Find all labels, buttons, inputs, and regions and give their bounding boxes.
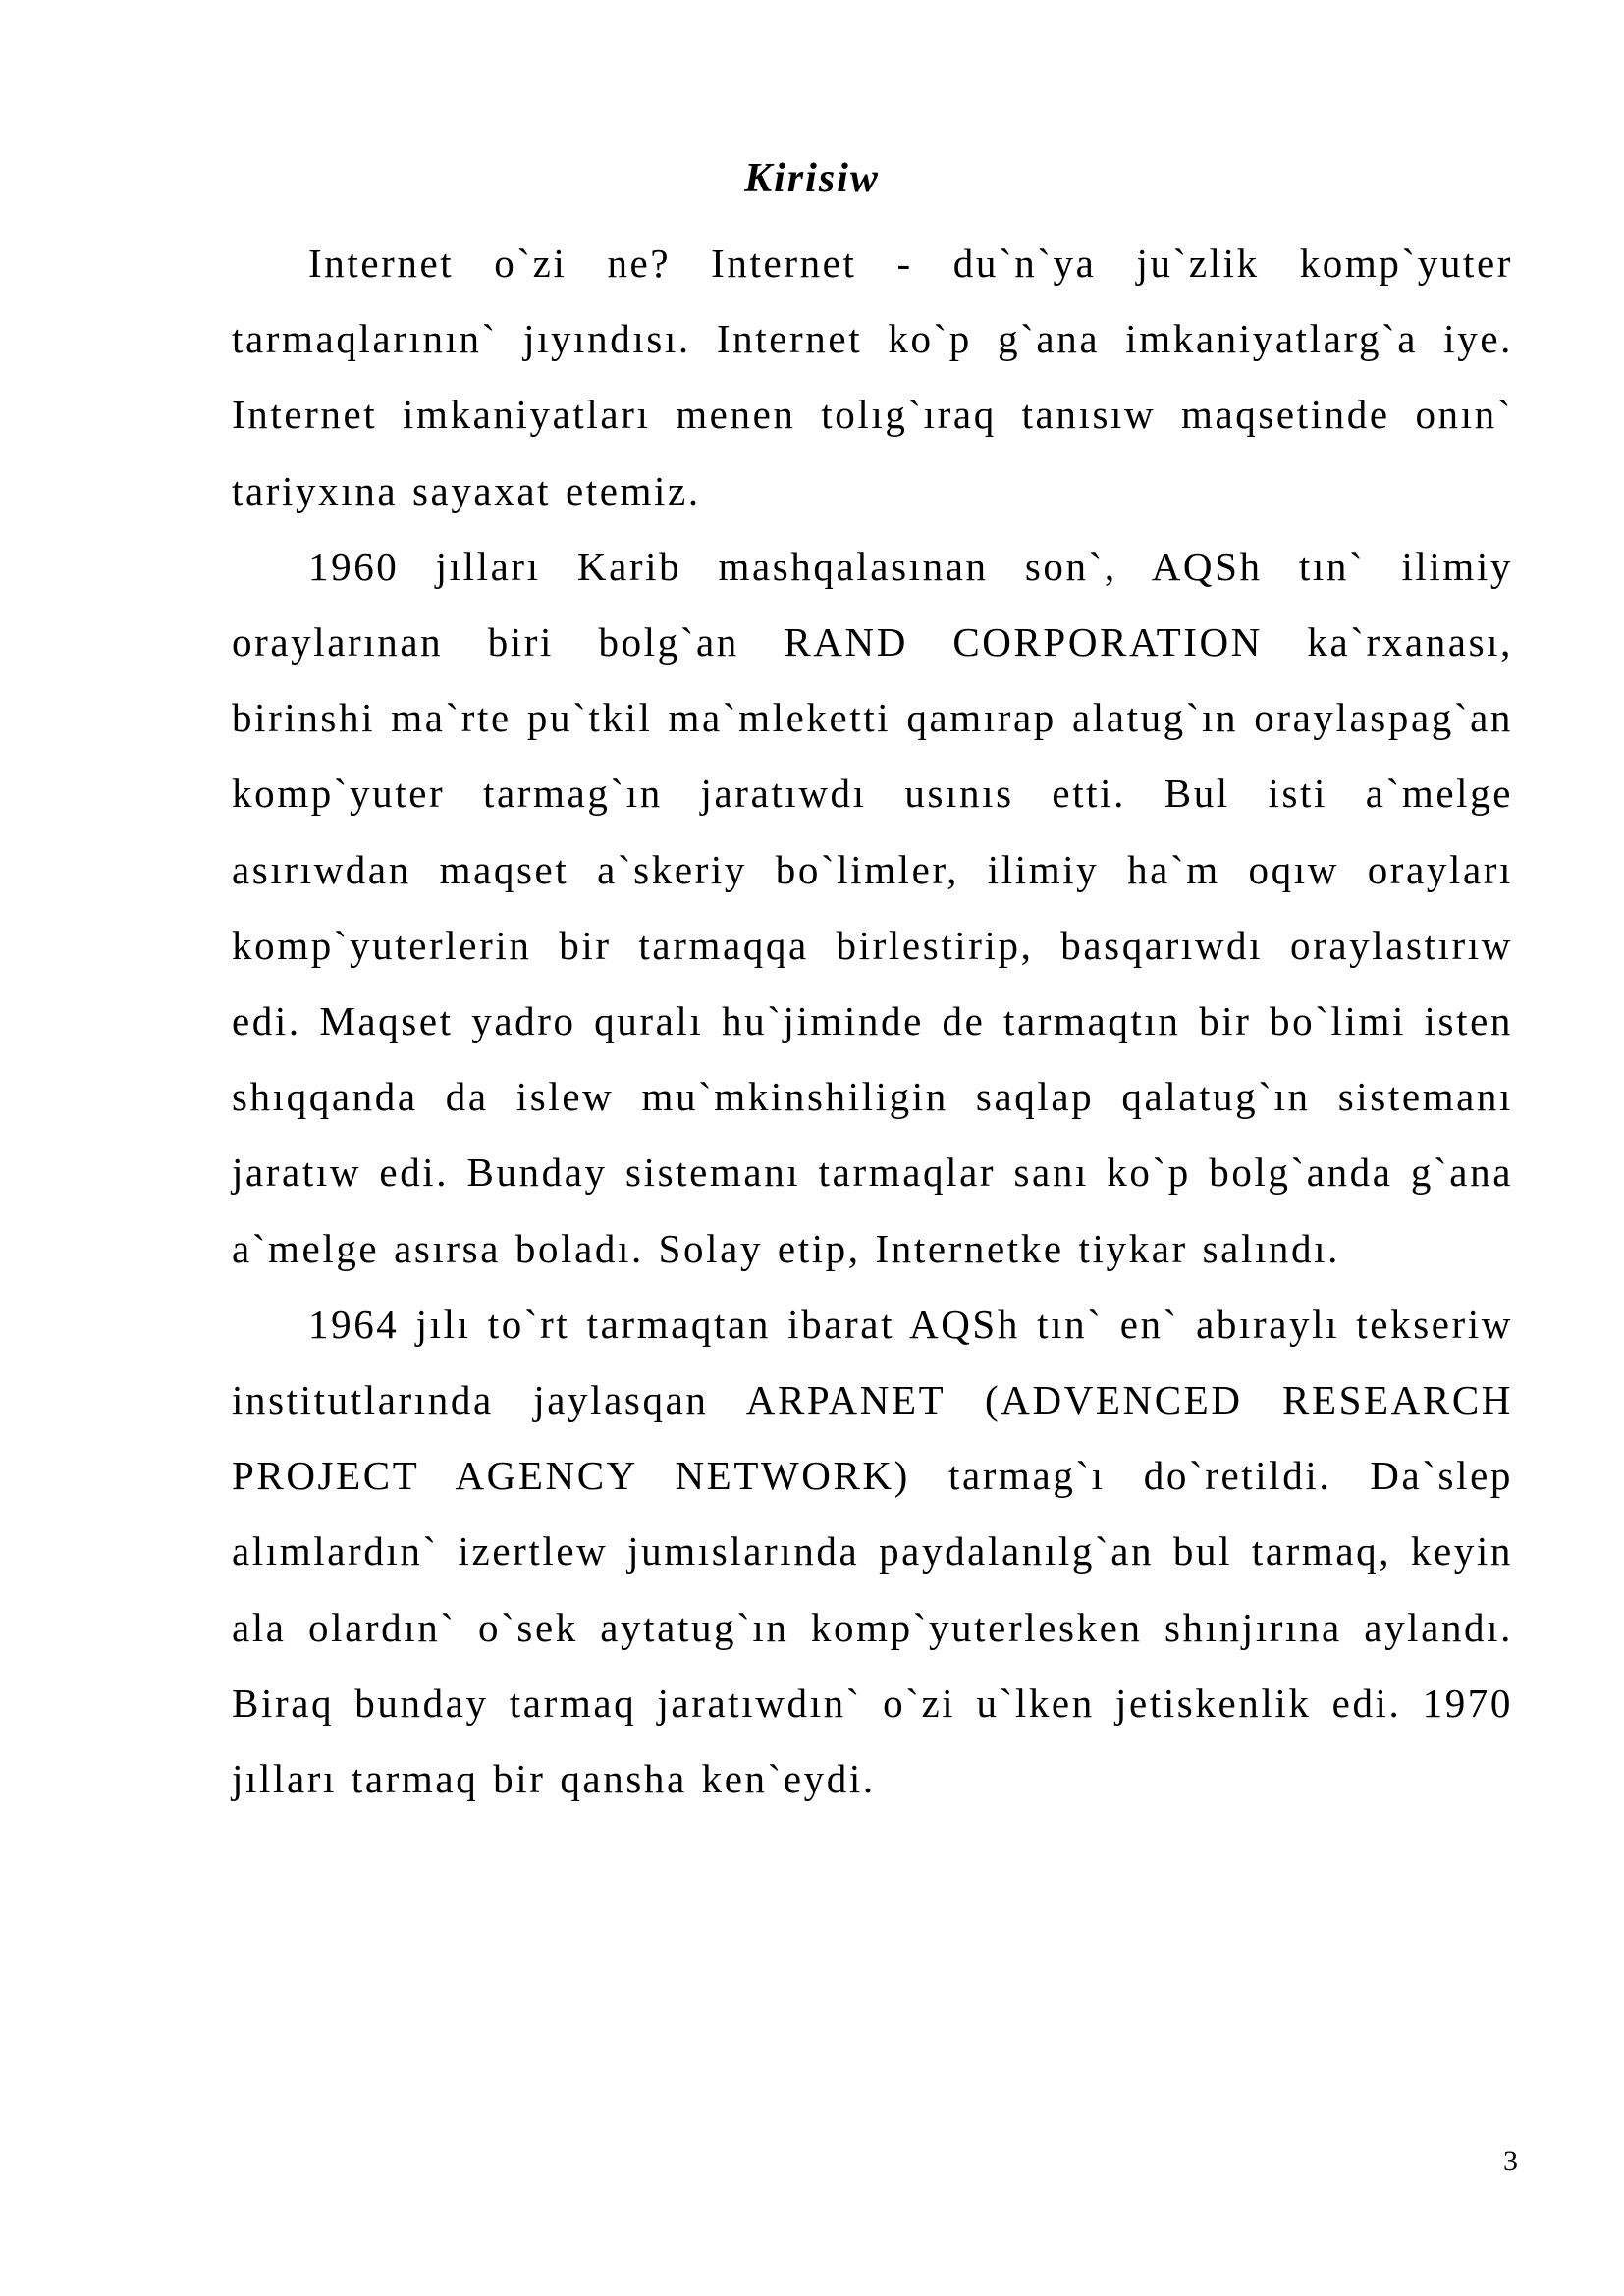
body-text [232, 226, 1513, 1817]
section-title: Kirisiw [744, 156, 880, 201]
paragraph-intro: Internet o`zi ne? Internet - du`n`ya ju`zlik komp`yuter tarmaqlarının` jıyındısı. Internet ko`p g`ana imkaniyatlarg`a iye. Internet imkaniyatları menen tolıg`ıraq tanısıw maqsetinde onın` tariyxına sayaxat etemiz. [232, 240, 1513, 513]
paragraph-1964: 1964 jılı to`rt tarmaqtan ibarat AQSh tın` en` abıraylı tekseriw institutlarında jaylasqan ARPANET (ADVENCED RESEARCH PROJECT AGENCY NETWORK) tarmag`ı do`retildi. Da`slep alımlardın` izertlew jumıslarında paydalanılg`an bul tarmaq, keyin ala olardın` o`sek aytatug`ın komp`yuterlesken shınjırına aylandı. Biraq bunday tarmaq jaratıwdın` o`zi u`lken jetiskenlik edi. 1970 jılları tarmaq bir qansha ken`eydi. [232, 1301, 1513, 1802]
page-number: 3 [1503, 2145, 1518, 2177]
paragraph-1960: 1960 jılları Karib mashqalasınan son`, AQSh tın` ilimiy oraylarınan biri bolg`an RAND CORPORATION ka`rxanası, birinshi ma`rte pu`tkil ma`mleketti qamırap alatug`ın oraylaspag`an komp`yuter tarmag`ın jaratıwdı usınıs etti. Bul isti a`melge asırıwdan maqset a`skeriy bo`limler, ilimiy ha`m oqıw orayları komp`yuterlerin bir tarmaqqa birlestirip, basqarıwdı oraylastırıw edi. Maqset yadro quralı hu`jiminde de tarmaqtın bir bo`limi isten shıqqanda da islew mu`mkinshiligin saqlap qalatug`ın sistemanı jaratıw edi. Bunday sistemanı tarmaqlar sanı ko`p bolg`anda g`ana a`melge asırsa boladı. Solay etip, Internetke tiykar salındı. [232, 543, 1513, 1271]
